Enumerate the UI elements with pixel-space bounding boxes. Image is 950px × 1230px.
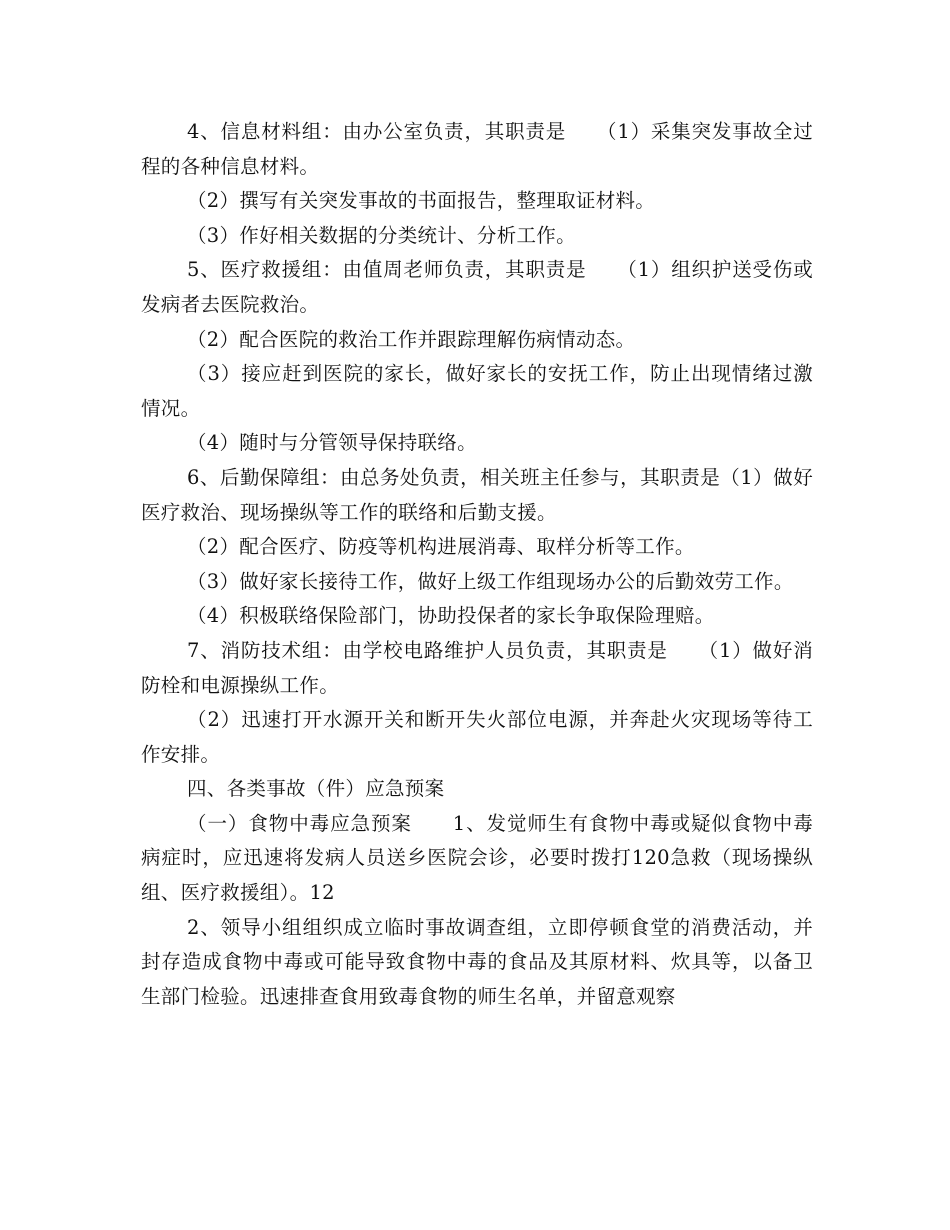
paragraph-medical-group: 5、医疗救援组：由值周老师负责，其职责是 （1）组织护送受伤或发病者去医院救治。 <box>141 258 813 316</box>
section-heading-emergency-plans: 四、各类事故（件）应急预案 <box>187 777 445 801</box>
paragraph-logistics-item-2: （2）配合医疗、防疫等机构进展消毒、取样分析等工作。 <box>187 535 695 559</box>
paragraph-info-item-2: （2）撰写有关突发事故的书面报告，整理取证材料。 <box>187 189 656 213</box>
document-body <box>141 115 813 1014</box>
paragraph-logistics-group: 6、后勤保障组：由总务处负责，相关班主任参与，其职责是（1）做好医疗救治、现场操纵等工作的联络和后勤支援。 <box>141 465 813 524</box>
paragraph-medical-item-2: （2）配合医院的救治工作并跟踪理解伤病情动态。 <box>187 327 636 351</box>
paragraph-fire-group: 7、消防技术组：由学校电路维护人员负责，其职责是 （1）做好消防栓和电源操纵工作。 <box>141 638 813 697</box>
paragraph-medical-item-3: （3）接应赶到医院的家长，做好家长的安抚工作，防止出现情绪过激情况。 <box>141 362 813 420</box>
paragraph-food-poisoning-plan: （一）食物中毒应急预案 1、发觉师生有食物中毒或疑似食物中毒病症时，应迅速将发病人员送乡医院会诊，必要时拨打120急救（现场操纵组、医疗救援组）。12 <box>141 811 813 905</box>
paragraph-investigation-team: 2、领导小组组织成立临时事故调查组，立即停顿食堂的消费活动，并封存造成食物中毒或可能导致食物中毒的食品及其原材料、炊具等，以备卫生部门检验。迅速排查食用致毒食物的师生名单，并留意观察 <box>141 915 813 1008</box>
paragraph-logistics-item-3: （3）做好家长接待工作，做好上级工作组现场办公的后勤效劳工作。 <box>187 569 794 593</box>
paragraph-info-item-3: （3）作好相关数据的分类统计、分析工作。 <box>187 223 576 247</box>
paragraph-fire-item-2: （2）迅速打开水源开关和断开失火部位电源，并奔赴火灾现场等待工作安排。 <box>141 708 813 766</box>
paragraph-logistics-item-4: （4）积极联络保险部门，协助投保者的家长争取保险理赔。 <box>187 604 715 628</box>
paragraph-info-group: 4、信息材料组：由办公室负责，其职责是 （1）采集突发事故全过程的各种信息材料。 <box>141 120 813 178</box>
paragraph-medical-item-4: （4）随时与分管领导保持联络。 <box>187 431 477 455</box>
